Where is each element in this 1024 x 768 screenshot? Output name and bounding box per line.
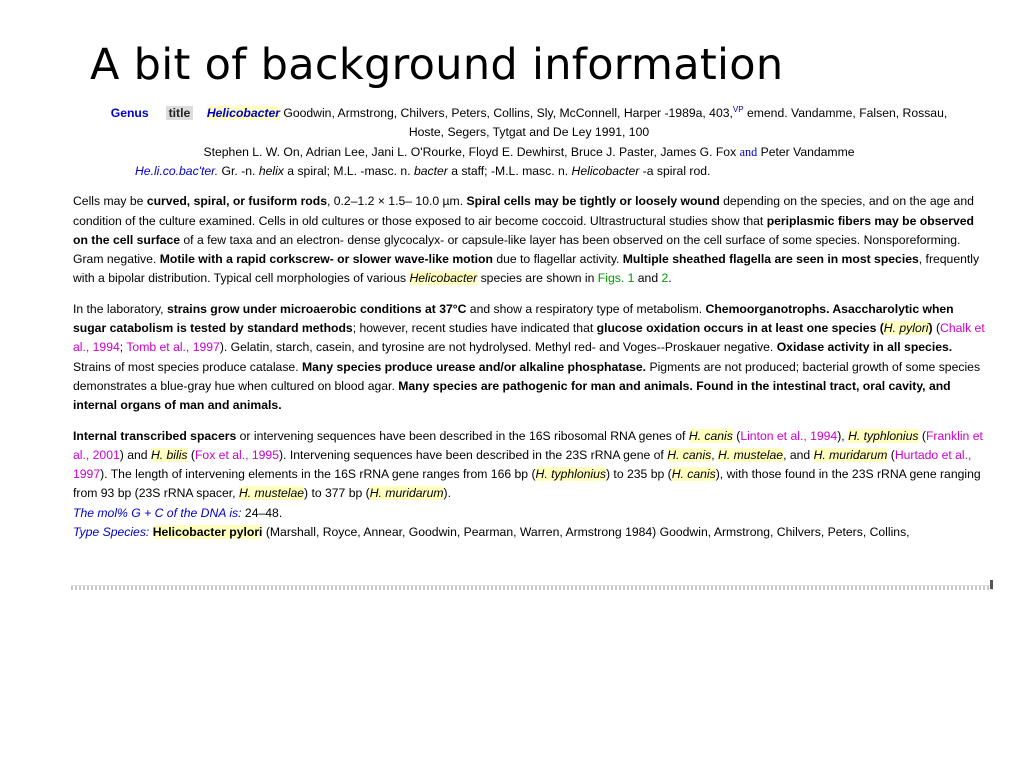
- contributors-last: Peter Vandamme: [760, 144, 855, 159]
- genus-authors: Goodwin, Armstrong, Chilvers, Peters, Collins, Sly, McConnell, Harper -1989a, 403,: [283, 106, 733, 121]
- reference-link[interactable]: Chalk et al., 1994: [73, 321, 985, 355]
- mol-gc-label: The mol% G + C of the DNA is:: [73, 505, 242, 520]
- species-name: H. typhlonius: [535, 467, 606, 482]
- type-species-label: Type Species:: [73, 525, 150, 539]
- emphasis: Spiral cells may be tightly or loosely wound: [466, 194, 720, 209]
- text-run: and show a respiratory type of metabolism.: [466, 301, 706, 316]
- text-run: ) to 377 bp (: [304, 486, 370, 501]
- species-name: H. muridarum: [813, 447, 888, 462]
- species-name: H. pylori: [883, 321, 929, 336]
- reference-link[interactable]: Linton et al., 1994: [740, 428, 838, 443]
- text-run: ). The length of intervening elements in the 16S rRNA gene ranges from 166 bp (: [100, 467, 536, 482]
- text-run: ).: [443, 486, 451, 501]
- reference-link[interactable]: Franklin et al., 2001: [73, 428, 983, 462]
- species-name: H. canis: [667, 447, 712, 462]
- species-name: Helicobacter: [409, 271, 478, 286]
- etymology-term: bacter: [413, 163, 448, 178]
- scrollbar-track[interactable]: [71, 585, 994, 590]
- genus-header: [73, 100, 985, 123]
- text-run: ; however, recent studies have indicated that: [352, 321, 597, 336]
- genus-authors-cont: Hoste, Segers, Tytgat and De Ley 1991, 100: [408, 125, 650, 140]
- etymology-text: -a spiral rod.: [639, 163, 711, 178]
- emphasis: periplasmic fibers may be observed on the cell surface: [73, 213, 974, 247]
- paragraph-physiology: [73, 300, 985, 416]
- etymology: [73, 162, 985, 181]
- emphasis: Internal transcribed spacers: [73, 428, 237, 443]
- etymology-word: He.li.co.bac'ter.: [135, 163, 219, 178]
- text-run: Strains of most species produce catalase.: [73, 359, 302, 374]
- reference-link[interactable]: Fox et al., 1995: [194, 447, 279, 462]
- document-excerpt: [73, 100, 985, 542]
- text-run: ). Intervening sequences have been described in the 23S rRNA gene of: [278, 447, 668, 462]
- text-run: ), with those found in the 23S rRNA gene ranging from 93 bp (23S rRNA spacer,: [73, 467, 981, 501]
- paragraph-spacers: [73, 427, 985, 504]
- emphasis: curved, spiral, or fusiform rods: [146, 194, 327, 209]
- reference-link[interactable]: Tomb et al., 1997: [126, 340, 220, 355]
- text-run: (: [887, 447, 895, 462]
- text-run: and: [634, 271, 662, 286]
- text-run: (: [732, 428, 741, 443]
- species-name: H. typhlonius: [848, 428, 919, 443]
- title-label: title: [166, 106, 194, 120]
- contributors-and: and: [739, 144, 758, 159]
- contributors: Stephen L. W. On, Adrian Lee, Jani L. O'Rourke, Floyd E. Dewhirst, Bruce J. Paster, James G. Fox: [203, 144, 737, 159]
- text-run: due to flagellar activity.: [492, 252, 623, 267]
- species-name: H. bilis: [150, 447, 188, 462]
- text-run: depending on the species, and on the age and condition of the culture examined. Cells in old cultures or those exposed to air become coccoid. Ultrastructural studies show that: [73, 194, 974, 228]
- emphasis: Many species are pathogenic for man and animals. Found in the intestinal tract, oral cavity, and internal organs of man and animals.: [73, 378, 951, 413]
- text-run: Cells may be: [73, 194, 147, 209]
- emphasis: Motile with a rapid corkscrew- or slower wave-like motion: [159, 252, 493, 267]
- type-species-authors: (Marshall, Royce, Annear, Goodwin, Pearman, Warren, Armstrong 1984) Goodwin, Armstrong, Chilvers, Peters, Collins,: [262, 525, 910, 539]
- text-run: ) and: [119, 447, 151, 462]
- mol-gc-value: 24–48.: [241, 505, 283, 520]
- species-name: H. canis: [688, 428, 733, 443]
- etymology-term: helix: [258, 163, 284, 178]
- emphasis: Chemoorganotrophs. Asaccharolytic when sugar catabolism is tested by standard methods: [73, 301, 954, 336]
- emphasis: Oxidase activity in all species.: [776, 340, 953, 355]
- species-name: H. mustelae: [238, 486, 304, 501]
- scrollbar-end: [990, 580, 993, 589]
- genus-emend: emend. Vandamme, Falsen, Rossau,: [743, 106, 948, 121]
- genus-name: Helicobacter: [206, 106, 280, 121]
- emphasis: Multiple sheathed flagella are seen in most species: [622, 252, 919, 267]
- genus-label: Genus: [110, 106, 149, 121]
- text-run: ;: [119, 340, 127, 355]
- text-run: (: [932, 321, 941, 336]
- etymology-text: a spiral; M.L. -masc. n.: [283, 163, 414, 178]
- text-run: , and: [783, 447, 814, 462]
- mol-gc-line: [73, 504, 985, 523]
- figure-link[interactable]: Figs. 1: [597, 271, 635, 286]
- text-run: Pigments are not produced; bacterial growth of some species demonstrates a blue-gray hue when cultured on blood agar.: [73, 359, 981, 393]
- text-run: of a few taxa and an electron- dense glycocalyx- or capsule-like layer has been observed on the cell surface of some species. Nonsporeforming. Gram negative.: [73, 232, 961, 267]
- type-species-name: Helicobacter pylori: [152, 525, 263, 539]
- text-run: (: [187, 447, 195, 462]
- text-run: ). Gelatin, starch, casein, and tyrosine are not hydrolysed. Methyl red- and Voges--Proskauer negative.: [219, 340, 777, 355]
- text-run: , frequently with a bipolar distribution. Typical cell morphologies of various: [73, 252, 980, 286]
- species-name: H. muridarum: [369, 486, 444, 501]
- emphasis: strains grow under microaerobic conditions at 37°C: [166, 301, 467, 316]
- text-run: .: [668, 271, 672, 286]
- text-run: , 0.2–1.2 × 1.5– 10.0 µm.: [326, 194, 467, 209]
- etymology-term: Helicobacter: [571, 163, 640, 178]
- text-run: ) to 235 bp (: [605, 467, 672, 482]
- emphasis: Many species produce urease and/or alkaline phosphatase.: [301, 359, 647, 374]
- contributors-line: [73, 143, 985, 162]
- species-name: H. canis: [671, 467, 716, 482]
- text-run: (: [918, 428, 926, 443]
- text-run: ),: [837, 428, 849, 443]
- figure-link[interactable]: 2: [661, 271, 669, 286]
- reference-link[interactable]: Hurtado et al., 1997: [73, 447, 972, 482]
- text-run: ,: [711, 447, 719, 462]
- text-run: or intervening sequences have been described in the 16S ribosomal RNA genes of: [236, 428, 689, 443]
- species-name: H. mustelae: [718, 447, 784, 462]
- etymology-text: Gr. -n.: [218, 163, 259, 178]
- paragraph-morphology: [73, 192, 985, 288]
- text-run: species are shown in: [477, 271, 598, 286]
- emphasis: ): [928, 321, 933, 336]
- etymology-text: a staff; -M.L. masc. n.: [447, 163, 572, 178]
- vp-marker: VP: [732, 105, 744, 114]
- slide-title: A bit of background information: [90, 40, 784, 90]
- text-run: In the laboratory,: [73, 301, 167, 316]
- emphasis: glucose oxidation occurs in at least one species (: [596, 321, 884, 336]
- type-species-line: [73, 523, 985, 542]
